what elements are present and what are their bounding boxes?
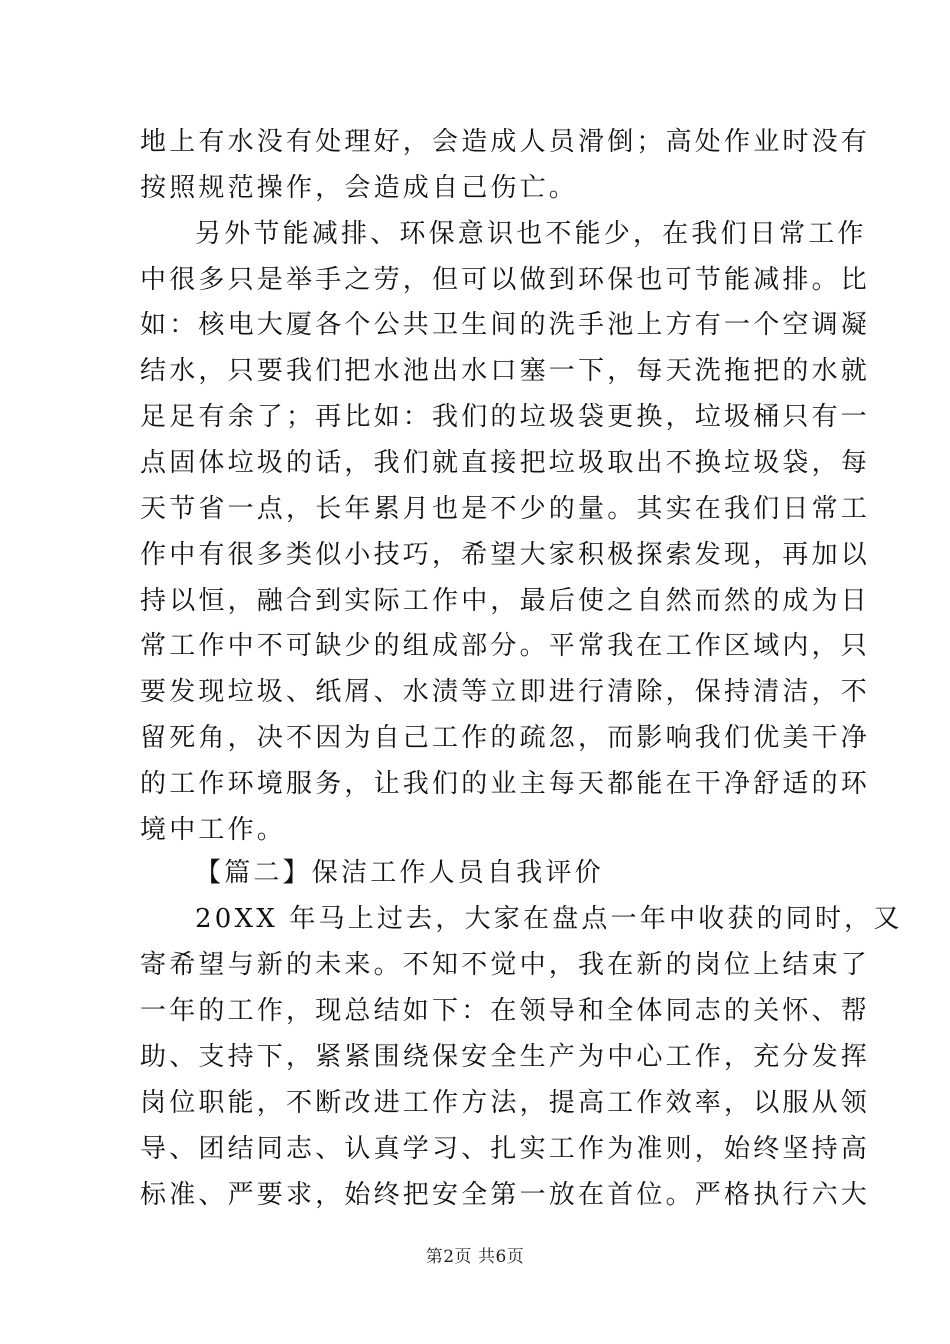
text-line: 要发现垃圾、纸屑、水渍等立即进行清除，保持清洁，不 [140,677,871,707]
text-line: 岗位职能，不断改进工作方法，提高工作效率，以服从领 [140,1088,871,1118]
text-line: 作中有很多类似小技巧，希望大家积极探索发现，再加以 [140,540,871,570]
section-heading: 【篇二】保洁工作人员自我评价 [195,858,604,888]
text-line: 一年的工作，现总结如下：在领导和全体同志的关怀、帮 [140,996,871,1026]
text-line: 地上有水没有处理好，会造成人员滑倒；高处作业时没有 [140,127,871,157]
text-line: 点固体垃圾的话，我们就直接把垃圾取出不换垃圾袋，每 [140,448,871,478]
text-line: 的工作环境服务，让我们的业主每天都能在干净舒适的环 [140,769,871,799]
text-line: 留死角，决不因为自己工作的疏忽，而影响我们优美干净 [140,723,871,753]
text-line: 天节省一点，长年累月也是不少的量。其实在我们日常工 [140,494,871,524]
text-line: 境中工作。 [140,815,287,845]
text-line: 助、支持下，紧紧围绕保安全生产为中心工作，充分发挥 [140,1042,871,1072]
text-line: 导、团结同志、认真学习、扎实工作为准则，始终坚持高 [140,1134,871,1164]
paragraph-first-line: 20XX 年马上过去，大家在盘点一年中收获的同时，又 [195,904,903,934]
text-line: 中很多只是举手之劳，但可以做到环保也可节能减排。比 [140,265,871,295]
text-line: 足足有余了；再比如：我们的垃圾袋更换，垃圾桶只有一 [140,402,871,432]
paragraph-first-line: 另外节能减排、环保意识也不能少，在我们日常工作 [195,219,867,249]
text-line: 常工作中不可缺少的组成部分。平常我在工作区域内，只 [140,631,871,661]
text-line: 按照规范操作，会造成自己伤亡。 [140,173,579,203]
text-line: 结水，只要我们把水池出水口塞一下，每天洗拖把的水就 [140,356,871,386]
text-line: 持以恒，融合到实际工作中，最后使之自然而然的成为日 [140,586,871,616]
text-line: 寄希望与新的未来。不知不觉中，我在新的岗位上结束了 [140,950,871,980]
page-footer: 第2页 共6页 [425,1247,525,1267]
text-line: 如：核电大厦各个公共卫生间的洗手池上方有一个空调凝 [140,310,871,340]
text-line: 标准、严要求，始终把安全第一放在首位。严格执行六大 [140,1180,871,1210]
